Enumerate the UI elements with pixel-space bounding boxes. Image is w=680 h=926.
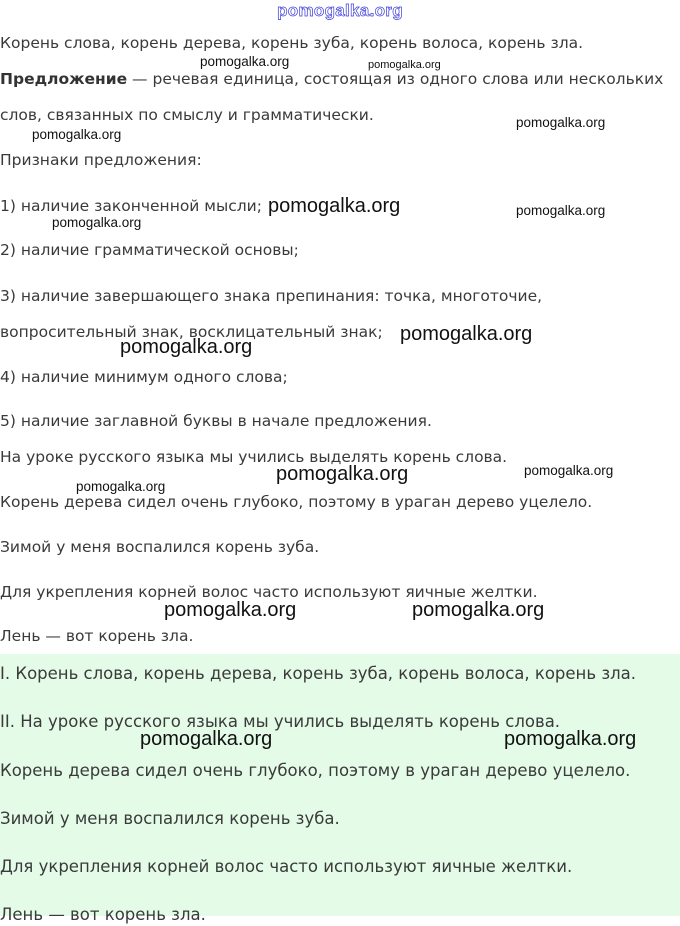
sentence-2: Корень дерева сидел очень глубоко, поэтому в ураган дерево уцелело. <box>0 493 593 511</box>
watermark: pomogalka.org <box>524 463 614 478</box>
watermark: pomogalka.org <box>504 728 637 750</box>
watermark: pomogalka.org <box>368 59 441 71</box>
sign-item-2: 2) наличие грамматической основы; <box>0 241 299 259</box>
sign-item-3b: вопросительный знак, восклицательный знак; <box>0 323 383 341</box>
answer-box <box>0 654 680 924</box>
signs-title: Признаки предложения: <box>0 151 202 169</box>
sign-item-5: 5) наличие заглавной буквы в начале предложения. <box>0 412 432 430</box>
sign-item-4: 4) наличие минимум одного слова; <box>0 368 288 386</box>
sentence-1: На уроке русского языка мы учились выделять корень слова. <box>0 448 508 466</box>
watermark: pomogalka.org <box>32 127 122 142</box>
answer-line-2: II. На уроке русского языка мы учились выделять корень слова. <box>0 712 561 731</box>
answer-line-5: Для укрепления корней волос часто используют яичные желтки. <box>0 857 573 876</box>
sentence-5: Лень — вот корень зла. <box>0 627 194 645</box>
site-header-logo[interactable]: pomogalka.org <box>277 1 403 20</box>
answer-line-6: Лень — вот корень зла. <box>0 905 206 924</box>
watermark: pomogalka.org <box>76 479 166 494</box>
definition-continuation: слов, связанных по смыслу и грамматически. <box>0 106 374 124</box>
watermark: pomogalka.org <box>140 728 273 750</box>
watermark: pomogalka.org <box>412 599 545 621</box>
watermark: pomogalka.org <box>200 54 290 69</box>
watermark: pomogalka.org <box>276 463 409 485</box>
watermark: pomogalka.org <box>516 203 606 218</box>
sign-item-1: 1) наличие законченной мысли; <box>0 197 262 215</box>
answer-line-1: I. Корень слова, корень дерева, корень зуба, корень волоса, корень зла. <box>0 664 636 683</box>
watermark: pomogalka.org <box>52 215 142 230</box>
watermark: pomogalka.org <box>164 599 297 621</box>
watermark: pomogalka.org <box>516 115 606 130</box>
sentence-4: Для укрепления корней волос часто используют яичные желтки. <box>0 583 538 601</box>
watermark: pomogalka.org <box>400 323 533 345</box>
text-line-roots: Корень слова, корень дерева, корень зуба, корень волоса, корень зла. <box>0 34 584 52</box>
answer-line-3: Корень дерева сидел очень глубоко, поэтому в ураган дерево уцелело. <box>0 761 631 780</box>
sentence-3: Зимой у меня воспалился корень зуба. <box>0 538 320 556</box>
definition-line <box>0 69 663 89</box>
answer-line-4: Зимой у меня воспалился корень зуба. <box>0 809 340 828</box>
definition-text: — речевая единица, состоящая из одного слова или нескольких <box>127 70 664 88</box>
watermark: pomogalka.org <box>120 336 253 358</box>
definition-term: Предложение <box>0 70 128 88</box>
watermark: pomogalka.org <box>268 195 401 217</box>
sign-item-3a: 3) наличие завершающего знака препинания: точка, многоточие, <box>0 287 543 305</box>
